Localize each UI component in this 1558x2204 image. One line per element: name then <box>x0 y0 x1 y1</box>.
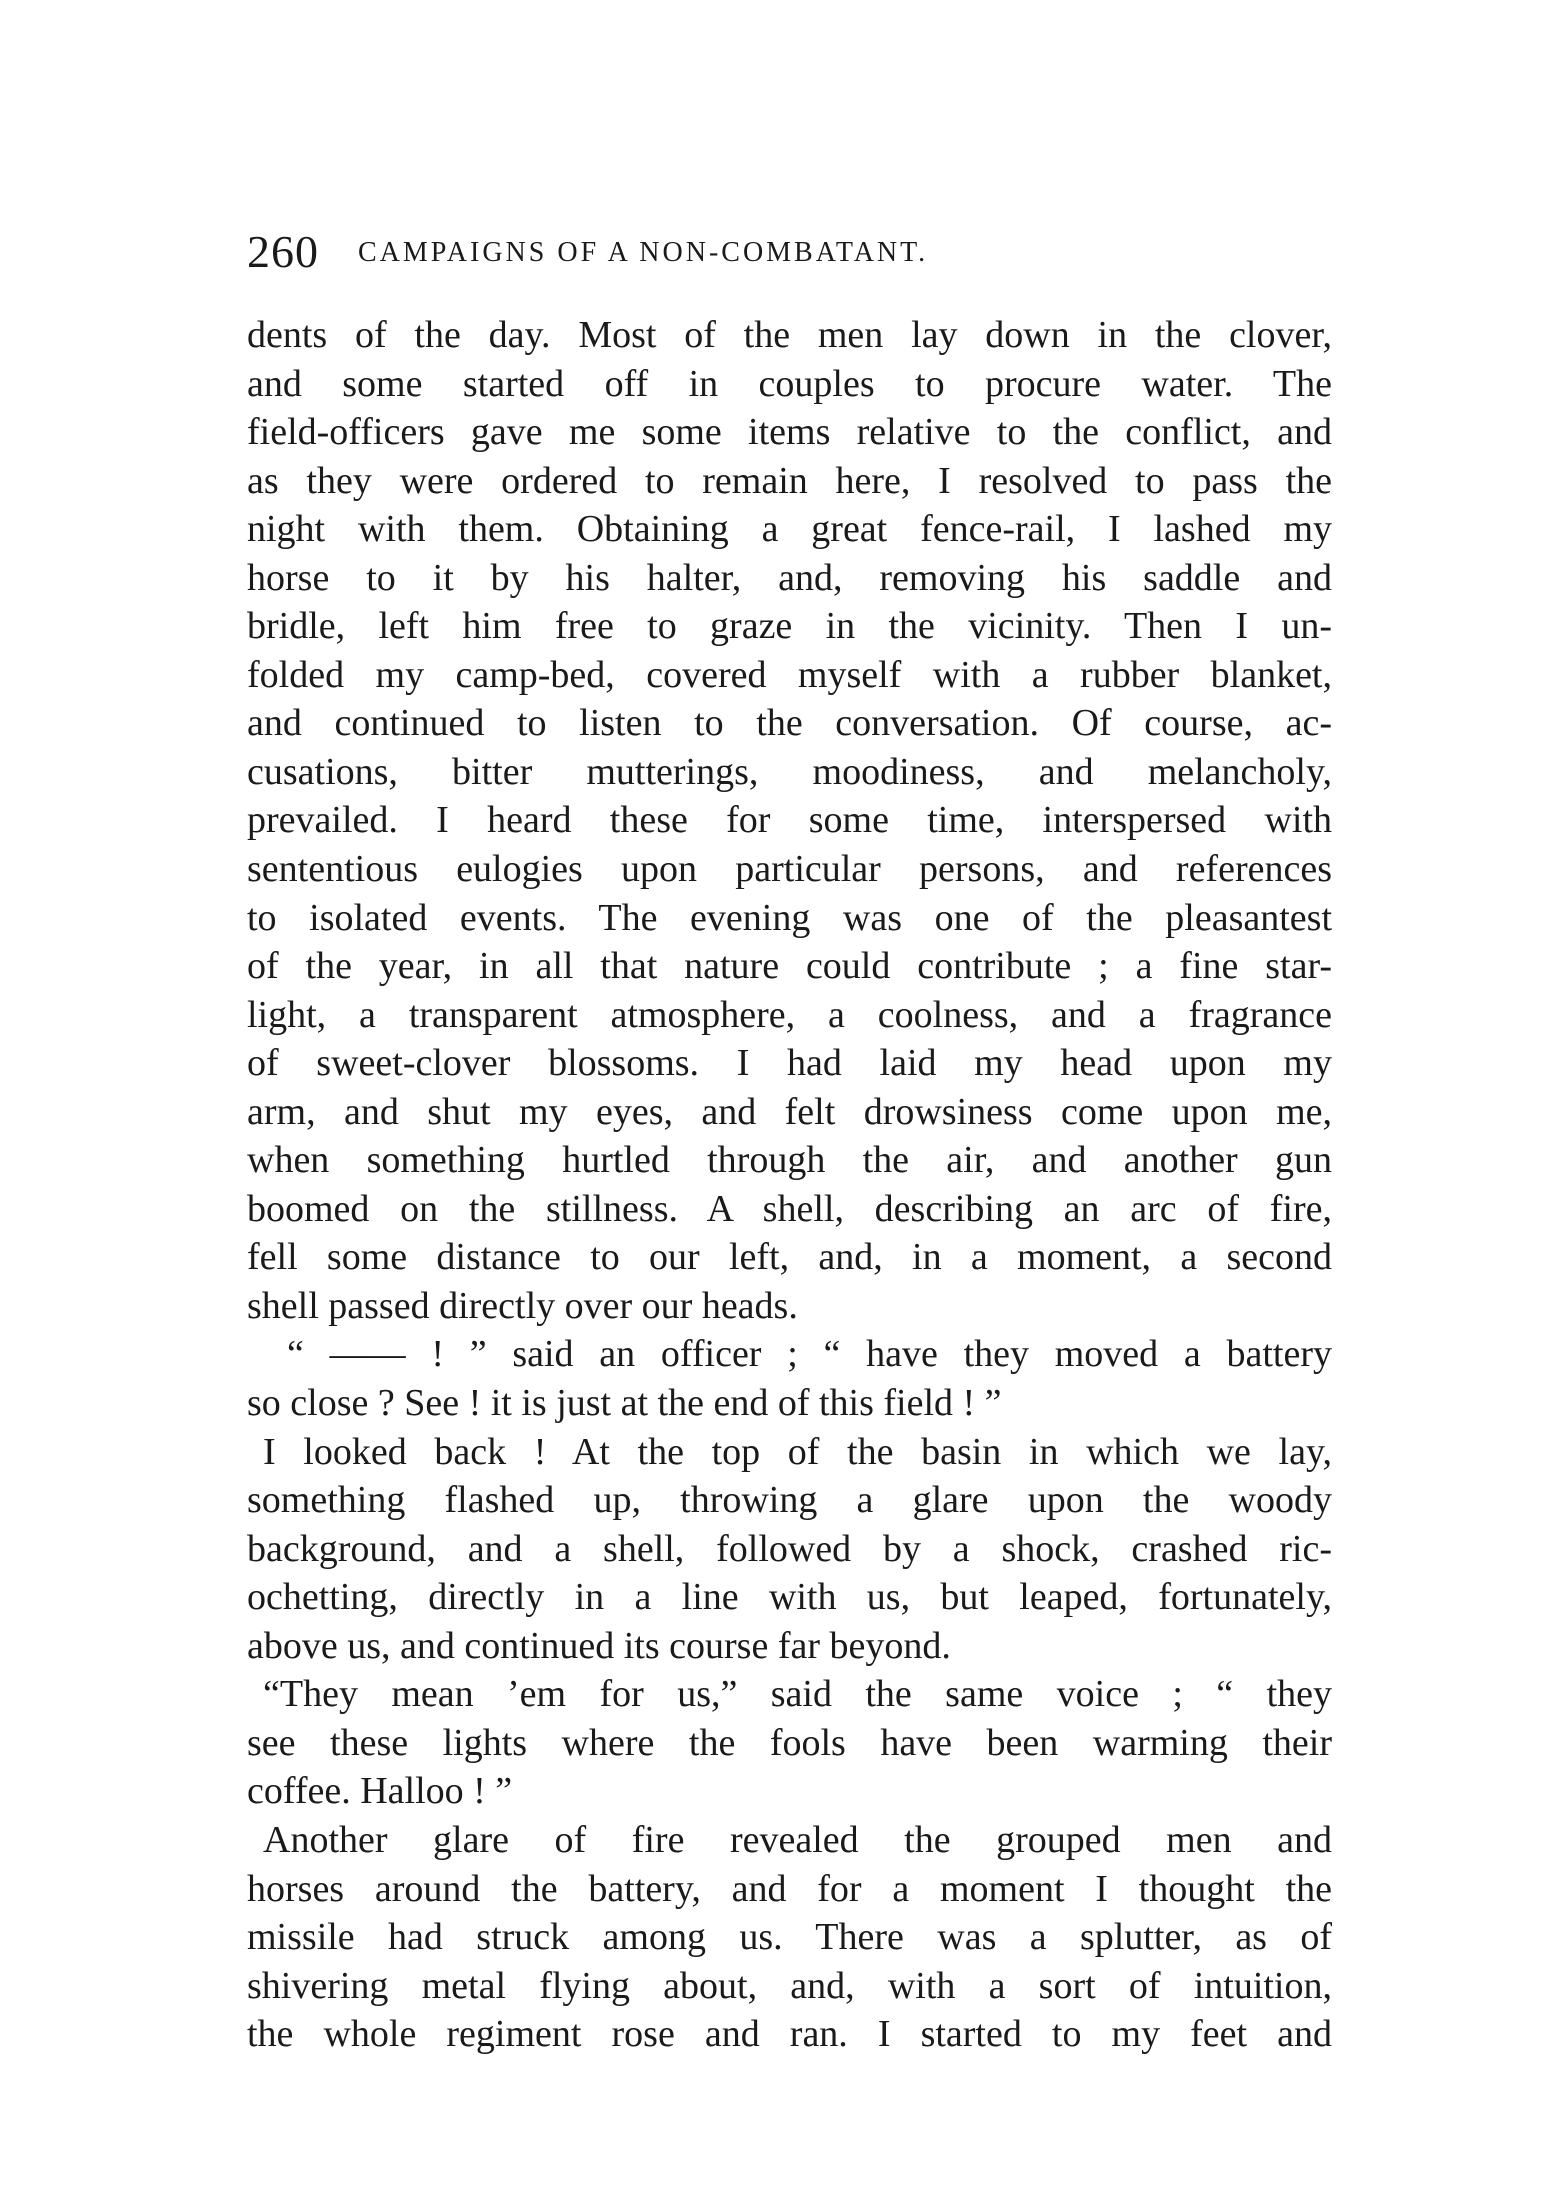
text-line: sententious eulogies upon particular persons, and references <box>247 848 1332 891</box>
text-line: ochetting, directly in a line with us, but leaped, fortunately, <box>247 1576 1332 1619</box>
text-line: folded my camp-bed, covered myself with a rubber blanket, <box>247 653 1332 696</box>
text-line: and some started off in couples to procure water. The <box>247 362 1332 405</box>
text-line: horse to it by his halter, and, removing his saddle and <box>247 556 1332 599</box>
text-line: “ —— ! ” said an officer ; “ have they moved a battery <box>287 1333 1332 1376</box>
text-line: cusations, bitter mutterings, moodiness, and melancholy, <box>247 750 1332 793</box>
text-line: arm, and shut my eyes, and felt drowsiness come upon me, <box>247 1090 1332 1133</box>
text-line: boomed on the stillness. A shell, describing an arc of fire, <box>247 1187 1332 1230</box>
text-line: above us, and continued its course far beyond. <box>247 1624 951 1667</box>
text-line: as they were ordered to remain here, I resolved to pass the <box>247 459 1332 502</box>
text-line: of sweet-clover blossoms. I had laid my head upon my <box>247 1042 1332 1085</box>
text-line: bridle, left him free to graze in the vicinity. Then I un- <box>247 605 1332 648</box>
text-line: when something hurtled through the air, and another gun <box>247 1139 1332 1182</box>
text-line: to isolated events. The evening was one of the pleasantest <box>247 896 1332 939</box>
text-line: background, and a shell, followed by a shock, crashed ric- <box>247 1527 1332 1570</box>
text-line: “They mean ’em for us,” said the same voice ; “ they <box>263 1673 1332 1716</box>
body-text <box>247 311 1332 2059</box>
text-line: and continued to listen to the conversation. Of course, ac- <box>247 702 1332 745</box>
text-line: shell passed directly over our heads. <box>247 1284 798 1327</box>
text-line: Another glare of fire revealed the grouped men and <box>263 1818 1332 1861</box>
text-line: fell some distance to our left, and, in a moment, a second <box>247 1236 1332 1279</box>
text-line: coffee. Halloo ! ” <box>247 1770 513 1813</box>
text-line: something flashed up, throwing a glare upon the woody <box>247 1479 1332 1522</box>
text-line: I looked back ! At the top of the basin in which we lay, <box>263 1430 1332 1473</box>
text-line: prevailed. I heard these for some time, interspersed with <box>247 799 1332 842</box>
page-number: 260 <box>247 226 319 277</box>
text-line: field-officers gave me some items relative to the conflict, and <box>247 411 1332 454</box>
text-line: so close ? See ! it is just at the end of this field ! ” <box>247 1382 1002 1425</box>
running-head <box>247 222 1332 282</box>
text-line: of the year, in all that nature could contribute ; a fine star- <box>247 945 1332 988</box>
text-line: light, a transparent atmosphere, a coolness, and a fragrance <box>247 993 1332 1036</box>
text-line: night with them. Obtaining a great fence-rail, I lashed my <box>247 508 1332 551</box>
text-line: see these lights where the fools have been warming their <box>247 1721 1332 1764</box>
text-line: missile had struck among us. There was a splutter, as of <box>247 1916 1332 1959</box>
text-line: shivering metal flying about, and, with a sort of intuition, <box>247 1964 1332 2007</box>
running-title: CAMPAIGNS OF A NON-COMBATANT. <box>358 237 929 268</box>
text-line: dents of the day. Most of the men lay down in the clover, <box>247 314 1332 356</box>
text-line: the whole regiment rose and ran. I started to my feet and <box>247 2013 1332 2056</box>
text-line: horses around the battery, and for a moment I thought the <box>247 1867 1332 1910</box>
